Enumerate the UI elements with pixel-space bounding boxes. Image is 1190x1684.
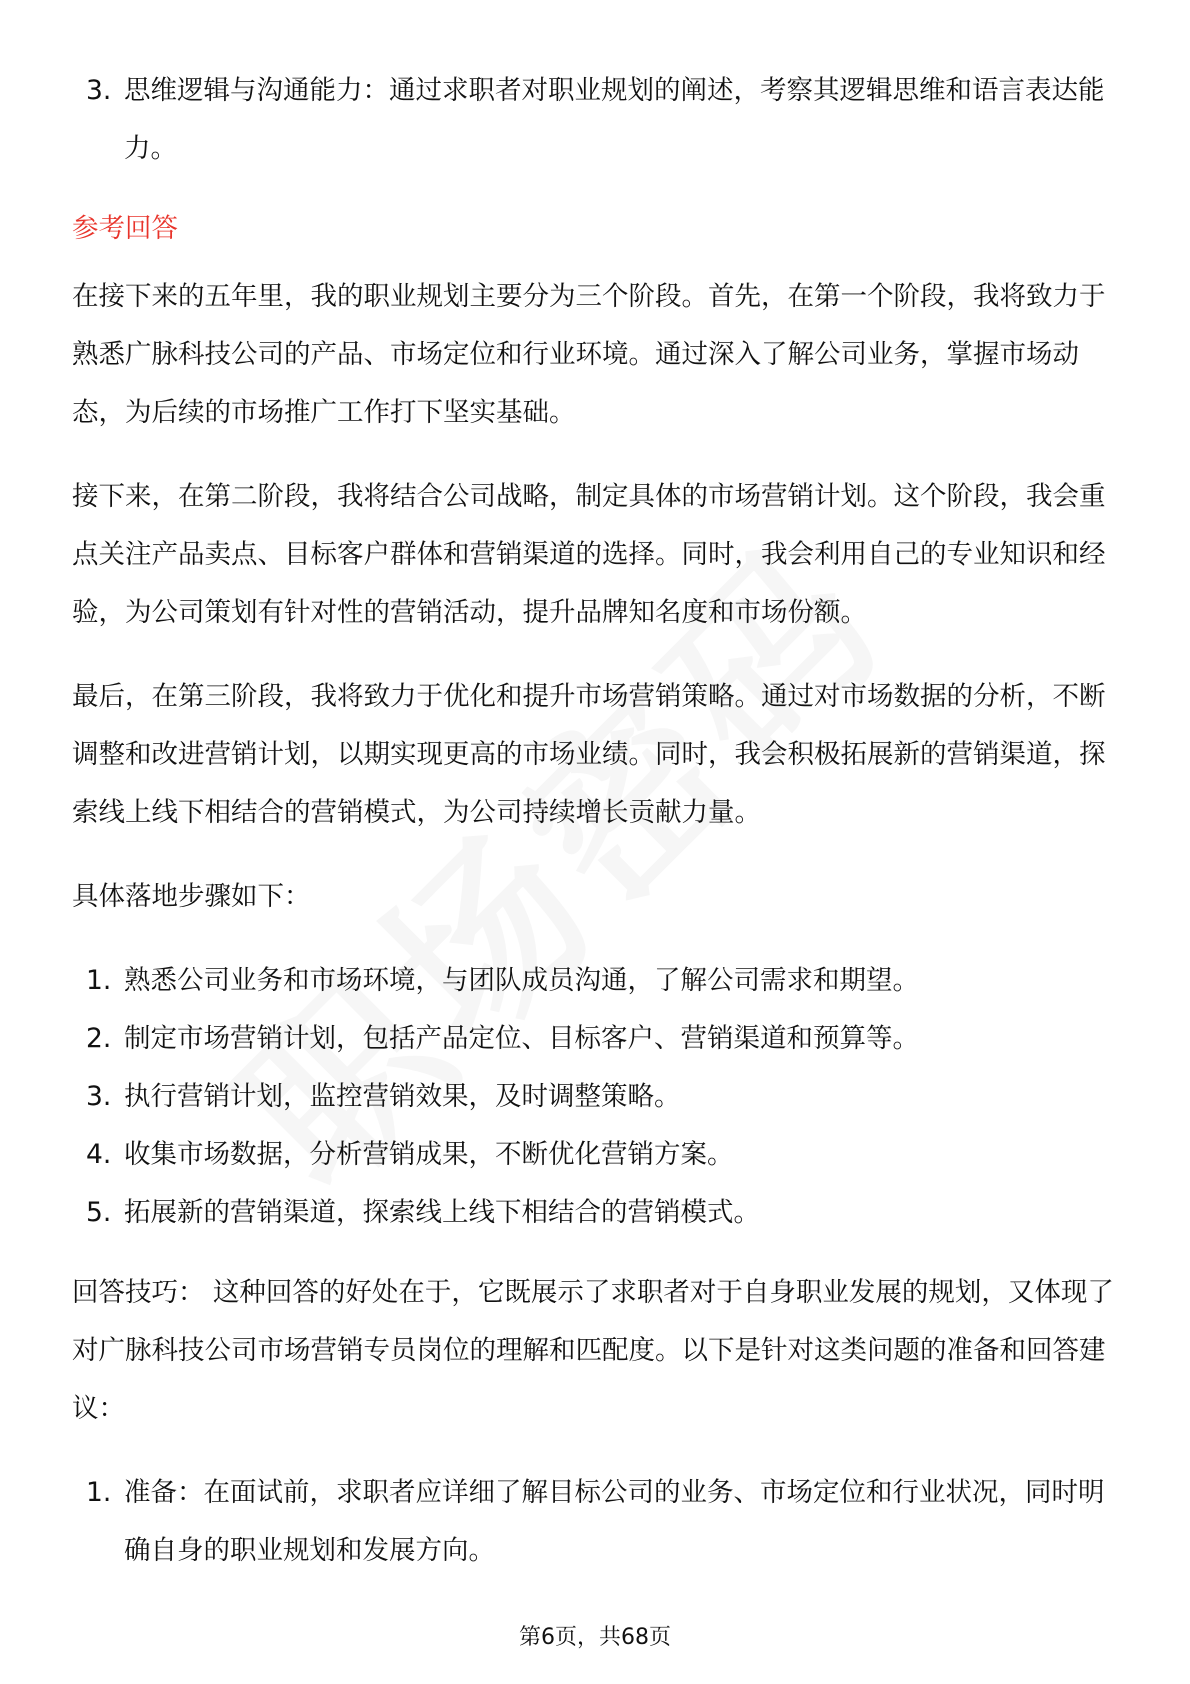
list-item-text: 收集市场数据，分析营销成果，不断优化营销方案。 — [124, 1139, 734, 1170]
suggestions-list — [72, 1464, 1122, 1580]
list-item — [72, 1184, 1122, 1242]
list-item-number: 3. — [86, 75, 112, 106]
intro-list — [72, 62, 1122, 178]
list-item-text: 执行营销计划，监控营销效果，及时调整策略。 — [124, 1081, 681, 1112]
list-item — [72, 1068, 1122, 1126]
list-item-text: 准备：在面试前，求职者应详细了解目标公司的业务、市场定位和行业状况，同时明确自身的职业规划和发展方向。 — [124, 1477, 1105, 1566]
list-item — [72, 62, 1122, 178]
list-item — [72, 1010, 1122, 1068]
list-item — [72, 1464, 1122, 1580]
list-item-number: 1. — [86, 1477, 112, 1508]
list-item-number: 1. — [86, 965, 112, 996]
list-item-number: 2. — [86, 1023, 112, 1054]
list-item-text: 思维逻辑与沟通能力：通过求职者对职业规划的阐述，考察其逻辑思维和语言表达能力。 — [124, 75, 1105, 164]
paragraph-steps-intro: 具体落地步骤如下： — [72, 881, 311, 912]
paragraph-stage-three: 最后，在第三阶段，我将致力于优化和提升市场营销策略。通过对市场数据的分析，不断调整和改进营销计划，以期实现更高的市场业绩。同时，我会积极拓展新的营销渠道，探索线上线下相结合的营销模式，为公司持续增长贡献力量。 — [72, 681, 1106, 828]
list-item-text: 熟悉公司业务和市场环境，与团队成员沟通，了解公司需求和期望。 — [124, 965, 919, 996]
list-item-number: 3. — [86, 1081, 112, 1112]
paragraph-stage-two: 接下来，在第二阶段，我将结合公司战略，制定具体的市场营销计划。这个阶段，我会重点关注产品卖点、目标客户群体和营销渠道的选择。同时，我会利用自己的专业知识和经验，为公司策划有针对性的营销活动，提升品牌知名度和市场份额。 — [72, 481, 1106, 628]
page-footer: 第6页，共68页 — [519, 1625, 671, 1650]
list-item — [72, 952, 1122, 1010]
paragraph-stage-one: 在接下来的五年里，我的职业规划主要分为三个阶段。首先，在第一个阶段，我将致力于熟悉广脉科技公司的产品、市场定位和行业环境。通过深入了解公司业务，掌握市场动态，为后续的市场推广工作打下坚实基础。 — [72, 281, 1106, 428]
list-item-number: 4. — [86, 1139, 112, 1170]
paragraph-tips: 回答技巧： 这种回答的好处在于，它既展示了求职者对于自身职业发展的规划，又体现了对广脉科技公司市场营销专员岗位的理解和匹配度。以下是针对这类问题的准备和回答建议： — [72, 1277, 1114, 1424]
document-page — [72, 62, 1122, 1602]
list-item-text: 制定市场营销计划，包括产品定位、目标客户、营销渠道和预算等。 — [124, 1023, 919, 1054]
list-item-number: 5. — [86, 1197, 112, 1228]
list-item-text: 拓展新的营销渠道，探索线上线下相结合的营销模式。 — [124, 1197, 760, 1228]
section-heading: 参考回答 — [72, 213, 178, 244]
steps-list — [72, 952, 1122, 1242]
list-item — [72, 1126, 1122, 1184]
